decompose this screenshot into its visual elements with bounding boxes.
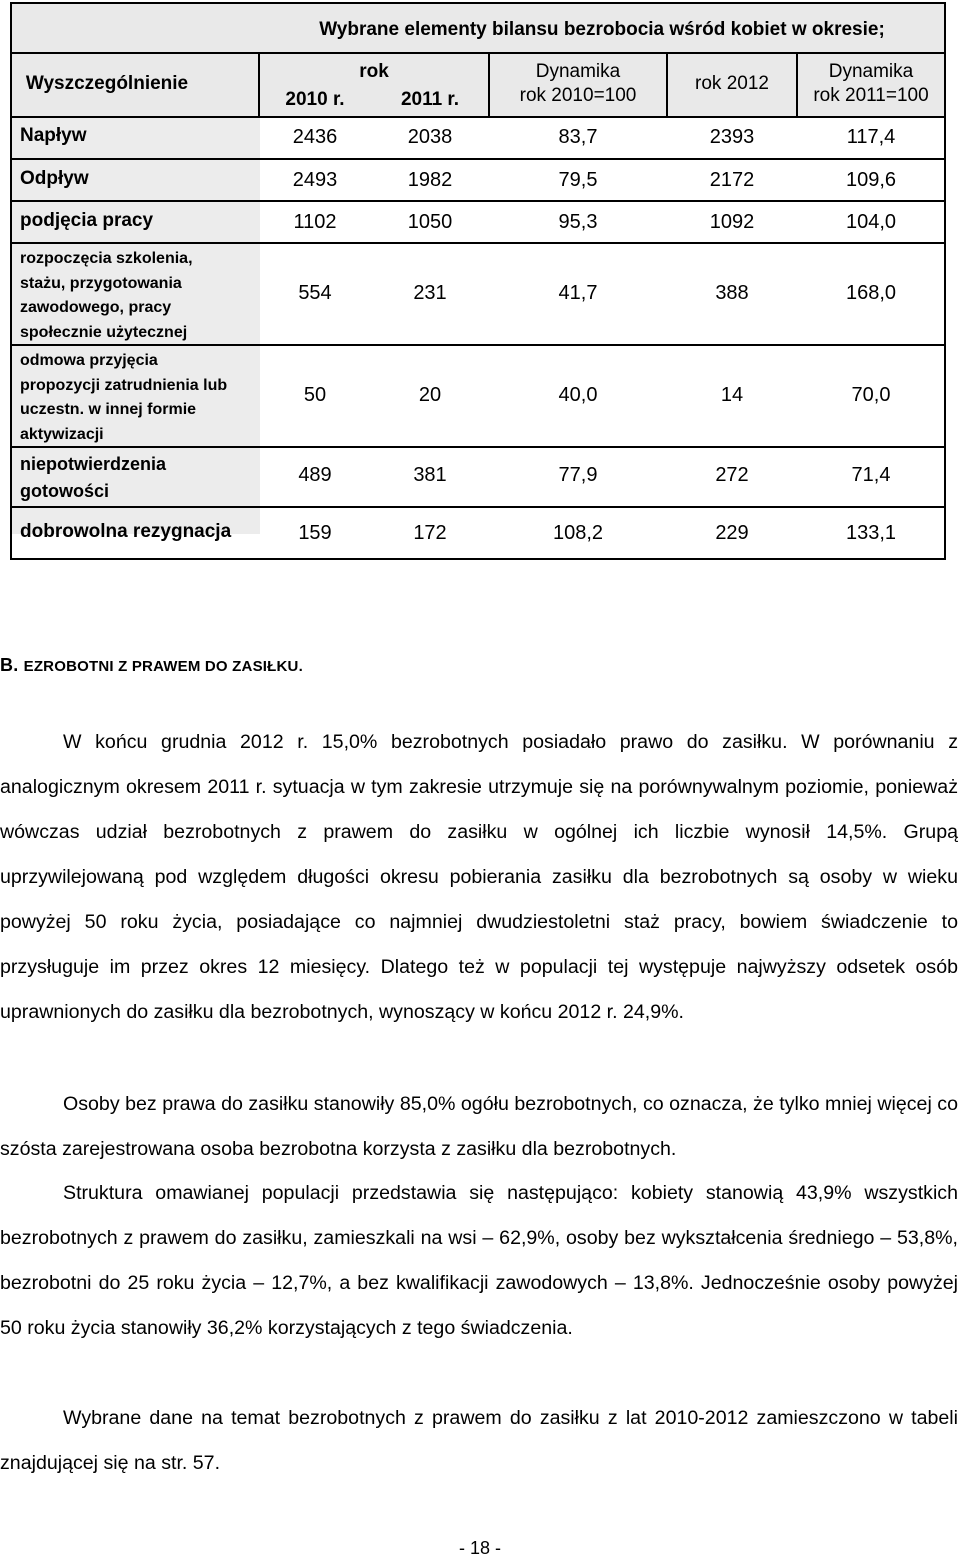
cell-value: 20 xyxy=(418,384,442,406)
row-label-odmowa: odmowa przyjęcia propozycji zatrudnienia lub uczestn. w innej formie aktywizacji xyxy=(12,346,258,446)
cell-value: 489 xyxy=(298,464,332,486)
dynamics-2010-header: Dynamika rok 2010=100 xyxy=(519,61,637,106)
cell-value: 168,0 xyxy=(845,282,897,304)
paragraph: Struktura omawianej populacji przedstawia się następująco: kobiety stanowią 43,9% wszystkich bezrobotnych z prawem do zasiłku, zamieszkali na wsi – 62,9%, osoby bez wykształcenia średniego – 53,8%, bezrobotni do 25 roku życia – 12,7%, a bez kwalifikacji zawodowych – 13,8%. Jednocześnie osoby powyżej 50 roku życia stanowiły 36,2% korzystających z tego świadczenia. xyxy=(0,1182,958,1339)
row-label-odplyw: Odpływ xyxy=(20,168,89,189)
cell-value: 50 xyxy=(303,384,327,406)
cell-value: 388 xyxy=(715,282,749,304)
grid-line xyxy=(796,52,798,118)
cell-value: 1982 xyxy=(407,169,453,191)
grid-line xyxy=(12,52,944,54)
year-2010-header: 2010 r. xyxy=(285,89,345,110)
cell-value: 79,5 xyxy=(558,169,598,191)
row-label-rezygnacja: dobrowolna rezygnacja xyxy=(20,521,232,542)
cell-value: 104,0 xyxy=(845,211,897,233)
cell-value: 1092 xyxy=(709,211,755,233)
cell-value: 71,4 xyxy=(851,464,891,486)
year-2012-header: rok 2012 xyxy=(695,73,769,94)
paragraph: Osoby bez prawa do zasiłku stanowiły 85,0% ogółu bezrobotnych, co oznacza, że tylko mniej więcej co szósta zarejestrowana osoba bezrobotna korzysta z zasiłku dla bezrobotnych. xyxy=(0,1093,958,1160)
balance-table xyxy=(10,2,946,560)
cell-value: 108,2 xyxy=(552,522,604,544)
row-label-szkolenia: rozpoczęcia szkolenia, stażu, przygotowania zawodowego, pracy społecznie użytecznej xyxy=(12,244,258,344)
section-title: B. EZROBOTNI Z PRAWEM DO ZASIŁKU. xyxy=(0,655,303,675)
grid-line xyxy=(12,200,944,202)
cell-value: 172 xyxy=(413,522,447,544)
cell-value: 554 xyxy=(298,282,332,304)
paragraph: W końcu grudnia 2012 r. 15,0% bezrobotnych posiadało prawo do zasiłku. W porównaniu z analogicznym okresem 2011 r. sytuacja w tym zakresie utrzymuje się na porównywalnym poziomie, ponieważ wówczas udział bezrobotnych z prawem do zasiłku w ogólnej ich liczbie wynosił 14,5%. Grupą uprzywilejowaną pod względem długości okresu pobierania zasiłku dla bezrobotnych są osoby w wieku powyżej 50 roku życia, posiadające co najmniej dwudziestoletni staż pracy, bowiem świadczenie to przysługuje im przez okres 12 miesięcy. Dlatego też w populacji tej występuje najwyższy odsetek osób uprawnionych do zasiłku dla bezrobotnych, wynoszący w końcu 2012 r. 24,9%. xyxy=(0,731,958,1023)
cell-value: 229 xyxy=(715,522,749,544)
cell-value: 133,1 xyxy=(845,522,897,544)
grid-line xyxy=(488,52,490,118)
grid-line xyxy=(258,52,260,118)
cell-value: 109,6 xyxy=(845,169,897,191)
cell-value: 14 xyxy=(720,384,744,406)
paragraph: Wybrane dane na temat bezrobotnych z prawem do zasiłku z lat 2010-2012 zamieszczono w tabeli znajdującej się na str. 57. xyxy=(0,1407,958,1474)
cell-value: 2436 xyxy=(292,126,338,148)
grid-line xyxy=(666,52,668,118)
cell-value: 95,3 xyxy=(558,211,598,233)
cell-value: 2393 xyxy=(709,126,755,148)
row-label-niepotwierdzenia: niepotwierdzenia gotowości xyxy=(12,448,258,506)
cell-value: 2493 xyxy=(292,169,338,191)
year-2011-header: 2011 r. xyxy=(400,89,460,110)
cell-value: 77,9 xyxy=(558,464,598,486)
cell-value: 159 xyxy=(298,522,332,544)
cell-value: 231 xyxy=(413,282,447,304)
cell-value: 1050 xyxy=(407,211,453,233)
grid-line xyxy=(12,506,944,508)
rok-header: rok xyxy=(359,61,389,82)
table-title: Wybrane elementy bilansu bezrobocia wśród kobiet w okresie; xyxy=(319,19,885,40)
cell-value: 1102 xyxy=(293,211,337,233)
row-label-naplyw: Napływ xyxy=(20,125,87,146)
row-label-podjecia-pracy: podjęcia pracy xyxy=(20,210,154,231)
cell-value: 117,4 xyxy=(846,126,896,148)
cell-value: 272 xyxy=(715,464,749,486)
cell-value: 70,0 xyxy=(851,384,891,406)
col-label-header: Wyszczególnienie xyxy=(25,73,189,94)
cell-value: 2038 xyxy=(407,126,453,148)
cell-value: 41,7 xyxy=(558,282,598,304)
dynamics-2011-header: Dynamika rok 2011=100 xyxy=(813,61,929,106)
grid-line xyxy=(12,158,944,160)
cell-value: 83,7 xyxy=(558,126,598,148)
grid-line xyxy=(12,116,944,118)
cell-value: 2172 xyxy=(709,169,755,191)
page-number: - 18 - xyxy=(458,1538,501,1558)
cell-value: 381 xyxy=(413,464,447,486)
cell-value: 40,0 xyxy=(558,384,598,406)
